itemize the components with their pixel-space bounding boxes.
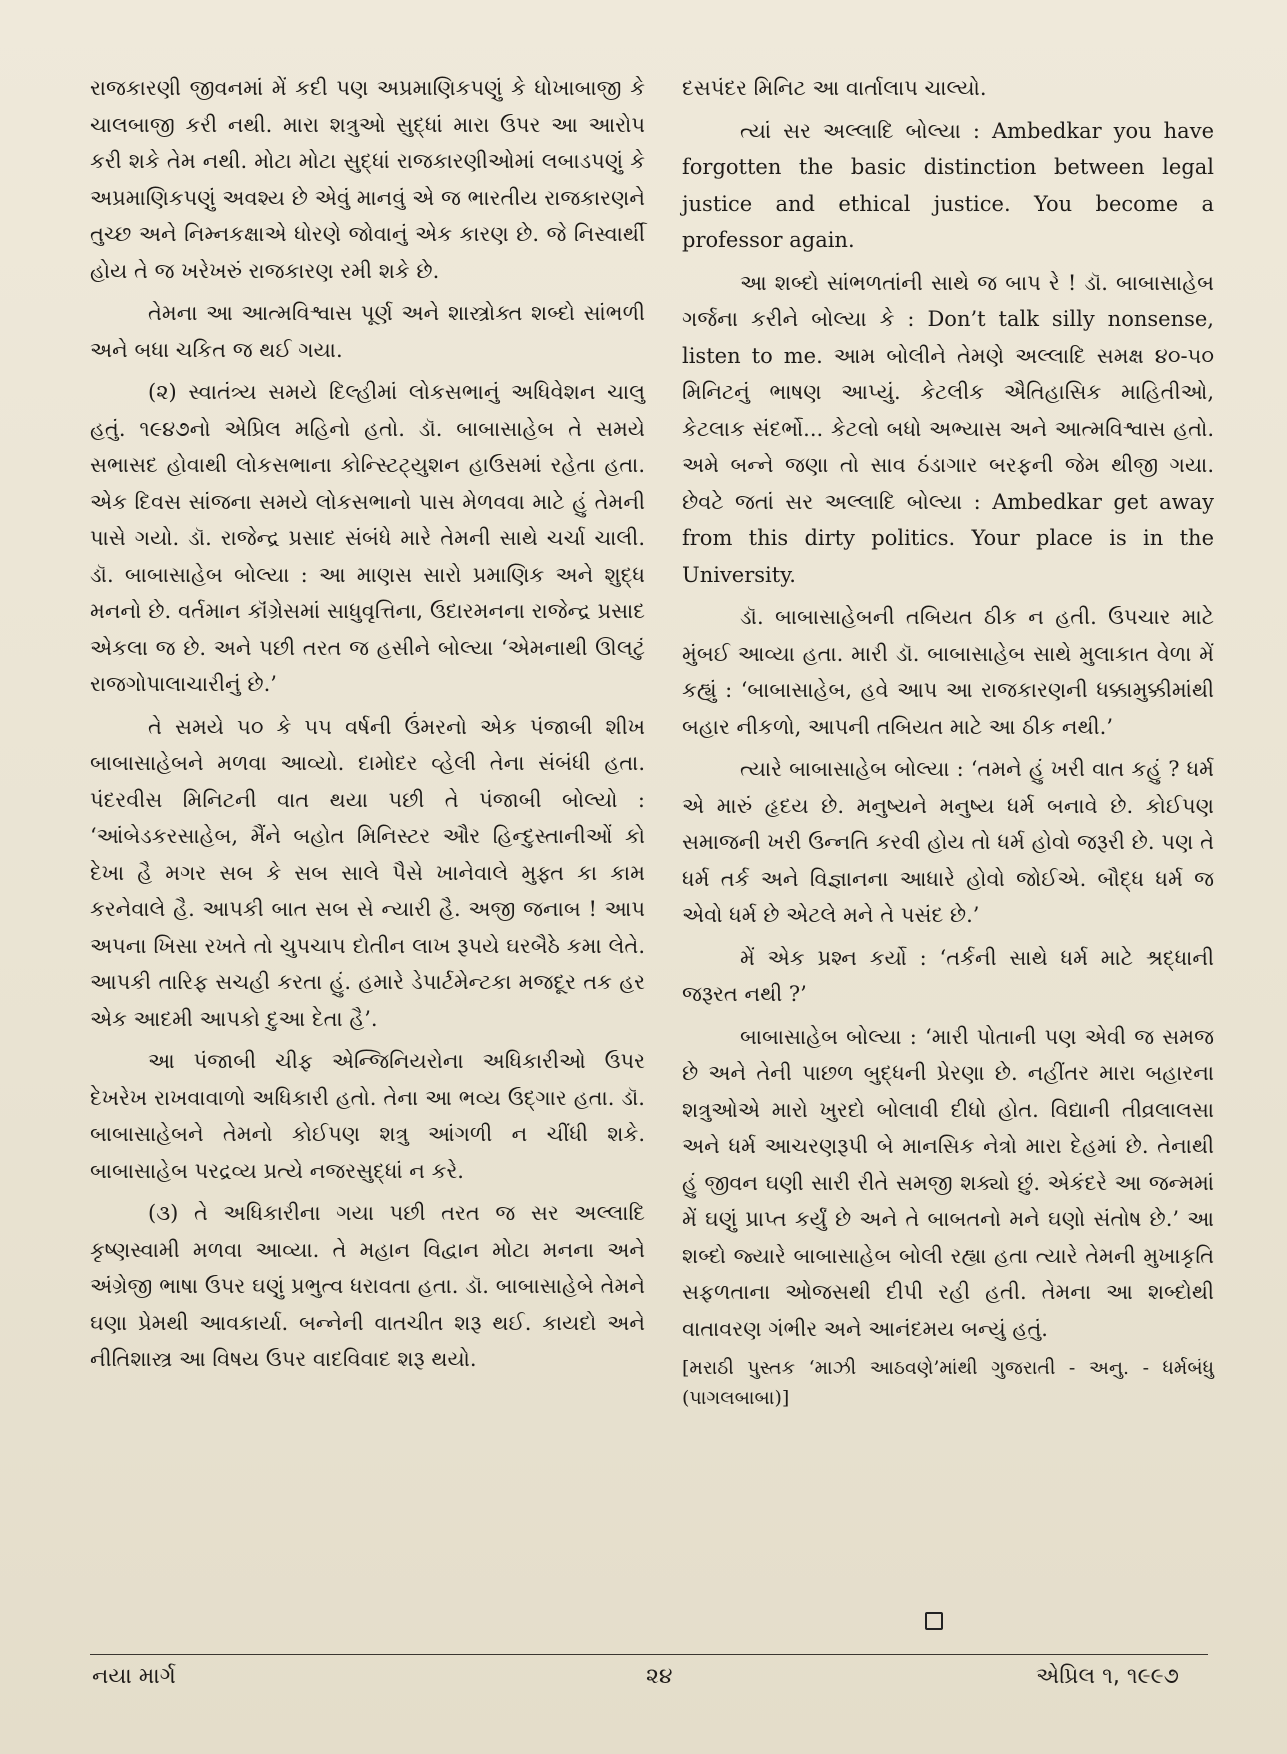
paragraph: ત્યારે બાબાસાહેબ બોલ્યા : ‘તમને હું ખરી વાત કહું ? ધર્મ એ મારું હૃદય છે. મનુષ્યને મનુષ્ય ધર્મ બનાવે છે. કોઈપણ સમાજની ખરી ઉન્નતિ કરવી હોય તો ધર્મ હોવો જરૂરી છે. પણ તે ધર્મ તર્ક અને વિજ્ઞાનના આધારે હોવો જોઈએ. બૌદ્ધ ધર્મ જ એવો ધર્મ છે એટલે મને તે પસંદ છે.’ xyxy=(682,757,1214,927)
paragraph: દસપંદર મિનિટ આ વાર્તાલાપ ચાલ્યો. xyxy=(682,76,987,100)
end-of-article-square-icon xyxy=(925,1612,943,1630)
paragraph: તે સમયે ૫૦ કે ૫૫ વર્ષની ઉંમરનો એક પંજાબી શીખ બાબાસાહેબને મળવા આવ્યો. દામોદર વ્હેલી તેના સંબંધી હતા. પંદરવીસ મિનિટની વાત થયા પછી તે પંજાબી બોલ્યો : ‘આંબેડકરસાહેબ, મૈંને બહોત મિનિસ્ટર ઔર હિન્દુસ્તાનીઓં કો દેખા હૈ મગર સબ કે સબ સાલે પૈસે ખાનેવાલે મુફ્ત કા કામ કરનેવાલે હૈ. આપકી બાત સબ સે ન્યારી હૈ. અજી જનાબ ! આપ અપના ખિસા રખતે તો ચુપચાપ દોતીન લાખ રૂપયે ઘરબૈઠે કમા લેતે. આપકી તારિફ સચહી કરતા હું. હમારે ડેપાર્ટમેન્ટકા મજદૂર તક હર એક આદમી આપકો દુઆ દેતા હૈ’. xyxy=(90,714,645,1031)
paragraph: આ શબ્દો સાંભળતાંની સાથે જ બાપ રે ! ડૉ. બાબાસાહેબ ગર્જના કરીને બોલ્યા કે : Don’t talk silly nonsense, listen to me. આમ બોલીને તેમણે અલ્લાદિ સમક્ષ ૪૦-૫૦ મિનિટનું ભાષણ આપ્યું. કેટલીક ઐતિહાસિક માહિતીઓ, કેટલાક સંદર્ભો... કેટલો બધો અભ્યાસ અને આત્મવિશ્વાસ હતો. અમે બન્ને જણા તો સાવ ઠંડાગાર બરફની જેમ થીજી ગયા. છેવટે જતાં સર અલ્લાદિ બોલ્યા : Ambedkar get away from this dirty politics. Your place is in the University. xyxy=(682,270,1214,587)
paragraph: તેમના આ આત્મવિશ્વાસ પૂર્ણ અને શાસ્ત્રોક્ત શબ્દો સાંભળી અને બધા ચકિત જ થઈ ગયા. xyxy=(90,301,645,362)
paragraph: (૨) સ્વાતંત્ર્ય સમયે દિલ્હીમાં લોકસભાનું અધિવેશન ચાલુ હતું. ૧૯૪૭નો એપ્રિલ મહિનો હતો. ડૉ. બાબાસાહેબ તે સમયે સભાસદ હોવાથી લોકસભાના કોન્સ્ટિટ્યુશન હાઉસમાં રહેતા હતા. એક દિવસ સાંજના સમયે લોકસભાનો પાસ મેળવવા માટે હું તેમની પાસે ગયો. ડૉ. રાજેન્દ્ર પ્રસાદ સંબંધે મારે તેમની સાથે ચર્ચા ચાલી. ડૉ. બાબાસાહેબ બોલ્યા : આ માણસ સારો પ્રમાણિક અને શુદ્ધ મનનો છે. વર્તમાન કૉંગ્રેસમાં સાધુવૃત્તિના, ઉદારમનના રાજેન્દ્ર પ્રસાદ એકલા જ છે. અને પછી તરત જ હસીને બોલ્યા ‘એમનાથી ઊલટું રાજગોપાલાચારીનું છે.’ xyxy=(90,380,645,696)
paragraph: રાજકારણી જીવનમાં મેં કદી પણ અપ્રમાણિકપણું કે ધોખાબાજી કે ચાલબાજી કરી નથી. મારા શત્રુઓ સુદ્ધાં મારા ઉપર આ આરોપ કરી શકે તેમ નથી. મોટા મોટા સુદ્ધાં રાજકારણીઓમાં લબાડપણું કે અપ્રમાણિકપણું અવશ્ય છે એવું માનવું એ જ ભારતીય રાજકારણને તુચ્છ અને નિમ્નકક્ષાએ ધોરણે જોવાનું એક કારણ છે. જે નિસ્વાર્થી હોય તે જ ખરેખરું રાજકારણ રમી શકે છે. xyxy=(90,76,645,283)
left-column xyxy=(90,70,645,1384)
paragraph: બાબાસાહેબ બોલ્યા : ‘મારી પોતાની પણ એવી જ સમજ છે અને તેની પાછળ બુદ્ધની પ્રેરણા છે. નહીંતર મારા બહારના શત્રુઓએ મારો ખુરદો બોલાવી દીધો હોત. વિદ્યાની તીવ્રલાલસા અને ધર્મ આચરણરૂપી બે માનસિક નેત્રો મારા દેહમાં છે. તેનાથી હું જીવન ઘણી સારી રીતે સમજી શક્યો છું. એકંદરે આ જન્મમાં મેં ઘણું પ્રાપ્ત કર્યું છે અને તે બાબતનો મને ઘણો સંતોષ છે.’ આ શબ્દો જ્યારે બાબાસાહેબ બોલી રહ્યા હતા ત્યારે તેમની મુખાકૃતિ સફળતાના ઓજસથી દીપી રહી હતી. તેમના આ શબ્દોથી વાતાવરણ ગંભીર અને આનંદમય બન્યું હતું. xyxy=(682,1024,1214,1341)
paragraph: આ પંજાબી ચીફ એન્જિનિયરોના અધિકારીઓ ઉપર દેખરેખ રાખવાવાળો અધિકારી હતો. તેના આ ભવ્ય ઉદ્ગાર હતા. ડૉ. બાબાસાહેબને તેમનો કોઈપણ શત્રુ આંગળી ન ચીંધી શકે. બાબાસાહેબ પરદ્રવ્ય પ્રત્યે નજરસુદ્ધાં ન કરે. xyxy=(90,1049,645,1183)
source-note: [મરાઠી પુસ્તક ‘માઝી આઠવણે’માંથી ગુજરાતી - અનુ. - ધર્મબંધુ (પાગલબાબા)] xyxy=(682,1357,1214,1409)
paragraph: મેં એક પ્રશ્ન કર્યો : ‘તર્કની સાથે ધર્મ માટે શ્રદ્ધાની જરૂરત નથી ?’ xyxy=(682,945,1214,1006)
footer-divider xyxy=(90,1654,1208,1655)
right-column xyxy=(682,70,1214,1419)
issue-date: એપ્રિલ ૧, ૧૯૯૭ xyxy=(1036,1664,1179,1689)
magazine-name: નયા માર્ગ xyxy=(92,1664,176,1689)
paragraph: ડૉ. બાબાસાહેબની તબિયત ઠીક ન હતી. ઉપચાર માટે મુંબઈ આવ્યા હતા. મારી ડૉ. બાબાસાહેબ સાથે મુલાકાત વેળા મેં કહ્યું : ‘બાબાસાહેબ, હવે આપ આ રાજકારણની ધક્કામુક્કીમાંથી બહાર નીકળો, આપની તબિયત માટે આ ઠીક નથી.’ xyxy=(682,605,1214,739)
page-number: ૨૪ xyxy=(646,1664,673,1689)
paragraph: ત્યાં સર અલ્લાદિ બોલ્યા : Ambedkar you have forgotten the basic distinction between legal justice and ethical justice. You become a professor again. xyxy=(682,118,1214,252)
paragraph: (૩) તે અધિકારીના ગયા પછી તરત જ સર અલ્લાદિ કૃષ્ણસ્વામી મળવા આવ્યા. તે મહાન વિદ્વાન મોટા મનના અને અંગ્રેજી ભાષા ઉપર ઘણું પ્રભુત્વ ધરાવતા હતા. ડૉ. બાબાસાહેબે તેમને ઘણા પ્રેમથી આવકાર્યા. બન્નેની વાતચીત શરૂ થઈ. કાયદો અને નીતિશાસ્ત્ર આ વિષય ઉપર વાદવિવાદ શરૂ થયો. xyxy=(90,1201,645,1371)
